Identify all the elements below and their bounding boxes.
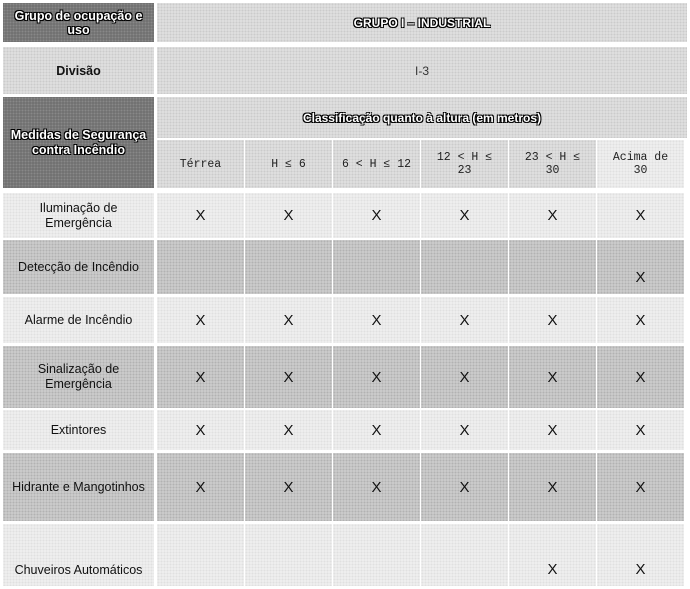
- division-label-cell: [3, 47, 154, 94]
- requirement-cell: X: [421, 193, 508, 238]
- requirement-cell: X: [597, 297, 684, 343]
- requirement-cell: X: [245, 297, 332, 343]
- requirement-cell: X: [333, 297, 420, 343]
- requirement-cell: [245, 240, 332, 294]
- measure-row-label: Chuveiros Automáticos: [3, 524, 154, 586]
- group-value: GRUPO I – INDUSTRIAL: [353, 15, 491, 30]
- requirement-cell: X: [597, 453, 684, 521]
- measure-row-label: Iluminação de Emergência: [3, 193, 154, 238]
- height-column-header: 23 < H ≤ 30: [509, 140, 596, 188]
- requirement-cell: X: [157, 346, 244, 408]
- group-value-cell: [157, 3, 687, 42]
- requirement-cell: [421, 524, 508, 586]
- requirement-cell: X: [245, 453, 332, 521]
- measure-row-label: Detecção de Incêndio: [3, 240, 154, 294]
- requirement-cell: X: [597, 240, 684, 294]
- requirement-cell: X: [333, 193, 420, 238]
- requirement-cell: X: [333, 453, 420, 521]
- height-title: Classificação quanto à altura (em metros): [302, 110, 542, 125]
- requirement-cell: X: [157, 297, 244, 343]
- requirement-cell: X: [245, 193, 332, 238]
- requirement-cell: [421, 240, 508, 294]
- height-title-cell: [157, 97, 687, 138]
- requirement-cell: X: [597, 524, 684, 586]
- requirement-cell: X: [597, 193, 684, 238]
- height-column-header: 6 < H ≤ 12: [333, 140, 420, 188]
- requirement-cell: X: [157, 410, 244, 450]
- requirement-cell: [333, 524, 420, 586]
- group-label: Grupo de ocupação e uso: [14, 8, 143, 37]
- requirement-cell: X: [333, 410, 420, 450]
- requirement-cell: [333, 240, 420, 294]
- requirement-cell: X: [509, 193, 596, 238]
- requirement-cell: X: [509, 410, 596, 450]
- measures-label-cell: [3, 97, 154, 188]
- requirement-cell: X: [421, 346, 508, 408]
- requirement-cell: X: [421, 453, 508, 521]
- requirement-cell: X: [597, 346, 684, 408]
- height-column-header: Acima de 30: [597, 140, 684, 188]
- height-column-header: H ≤ 6: [245, 140, 332, 188]
- requirement-cell: X: [245, 410, 332, 450]
- requirement-cell: X: [157, 193, 244, 238]
- height-column-header: 12 < H ≤ 23: [421, 140, 508, 188]
- requirement-cell: X: [421, 410, 508, 450]
- requirement-cell: [509, 240, 596, 294]
- measure-row-label: Sinalização de Emergência: [3, 346, 154, 408]
- measures-label: Medidas de Segurança contra Incêndio: [10, 127, 147, 157]
- division-value-cell: [157, 47, 687, 94]
- requirement-cell: X: [509, 346, 596, 408]
- measure-row-label: Hidrante e Mangotinhos: [3, 453, 154, 521]
- requirement-cell: X: [509, 524, 596, 586]
- measure-row-label: Alarme de Incêndio: [3, 297, 154, 343]
- requirement-cell: X: [597, 410, 684, 450]
- requirement-cell: [245, 524, 332, 586]
- requirement-cell: [157, 240, 244, 294]
- requirement-cell: X: [157, 453, 244, 521]
- requirement-cell: X: [421, 297, 508, 343]
- group-label-cell: [3, 3, 154, 42]
- requirement-cell: X: [245, 346, 332, 408]
- measure-row-label: Extintores: [3, 410, 154, 450]
- requirement-cell: X: [333, 346, 420, 408]
- height-column-header: Térrea: [157, 140, 244, 188]
- division-label: Divisão: [56, 63, 101, 78]
- division-value: I-3: [414, 63, 429, 78]
- requirement-cell: X: [509, 453, 596, 521]
- requirement-cell: [157, 524, 244, 586]
- requirement-cell: X: [509, 297, 596, 343]
